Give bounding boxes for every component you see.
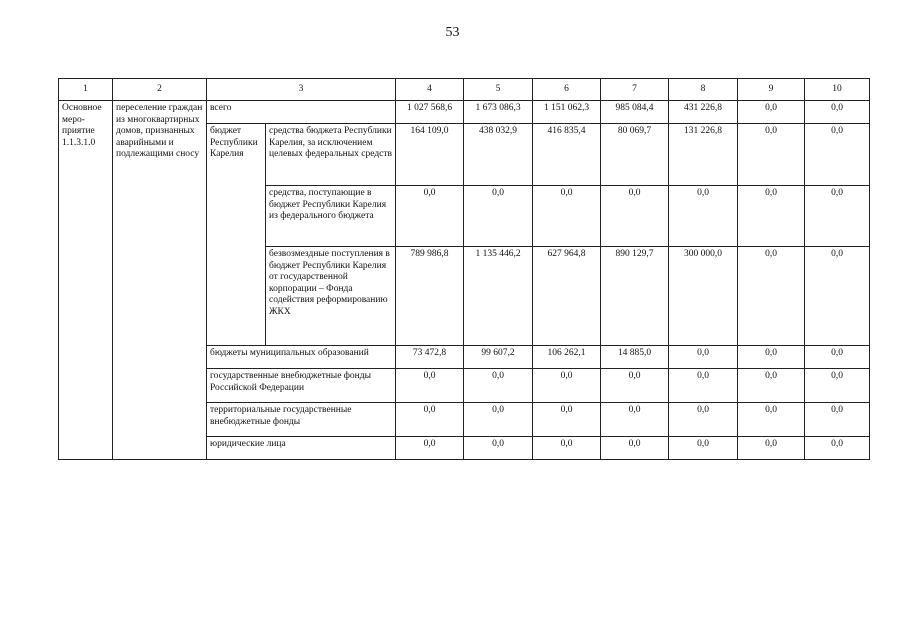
event-code: Основное меро-приятие 1.1.3.1.0 bbox=[59, 101, 113, 460]
value-cell: 0,0 bbox=[805, 124, 870, 186]
value-cell: 0,0 bbox=[669, 437, 738, 460]
value-cell: 0,0 bbox=[738, 186, 805, 247]
value-cell: 0,0 bbox=[738, 369, 805, 403]
value-cell: 0,0 bbox=[464, 403, 533, 437]
value-cell: 80 069,7 bbox=[601, 124, 669, 186]
header-cell: 9 bbox=[738, 79, 805, 101]
value-cell: 0,0 bbox=[805, 186, 870, 247]
row-label: территориальные государственные внебюджетные фонды bbox=[207, 403, 396, 437]
value-cell: 0,0 bbox=[738, 437, 805, 460]
value-cell: 0,0 bbox=[533, 369, 601, 403]
header-cell: 1 bbox=[59, 79, 113, 101]
header-cell: 10 bbox=[805, 79, 870, 101]
value-cell: 985 084,4 bbox=[601, 101, 669, 124]
value-cell: 0,0 bbox=[464, 186, 533, 247]
value-cell: 0,0 bbox=[601, 186, 669, 247]
header-cell: 2 bbox=[113, 79, 207, 101]
value-cell: 0,0 bbox=[738, 101, 805, 124]
value-cell: 0,0 bbox=[396, 403, 464, 437]
value-cell: 106 262,1 bbox=[533, 346, 601, 369]
value-cell: 431 226,8 bbox=[669, 101, 738, 124]
row-label: всего bbox=[207, 101, 396, 124]
row-label: юридические лица bbox=[207, 437, 396, 460]
value-cell: 0,0 bbox=[805, 369, 870, 403]
header-cell: 6 bbox=[533, 79, 601, 101]
table-row bbox=[59, 101, 870, 124]
row-label: средства, поступающие в бюджет Республики Карелия из федерального бюджета bbox=[266, 186, 396, 247]
page-number: 53 bbox=[445, 25, 460, 40]
value-cell: 0,0 bbox=[464, 437, 533, 460]
value-cell: 1 673 086,3 bbox=[464, 101, 533, 124]
header-cell: 3 bbox=[207, 79, 396, 101]
header-cell: 5 bbox=[464, 79, 533, 101]
value-cell: 131 226,8 bbox=[669, 124, 738, 186]
value-cell: 438 032,9 bbox=[464, 124, 533, 186]
value-cell: 0,0 bbox=[738, 247, 805, 346]
value-cell: 0,0 bbox=[396, 369, 464, 403]
value-cell: 0,0 bbox=[805, 346, 870, 369]
value-cell: 73 472,8 bbox=[396, 346, 464, 369]
header-row bbox=[59, 79, 870, 101]
value-cell: 0,0 bbox=[533, 437, 601, 460]
value-cell: 1 151 062,3 bbox=[533, 101, 601, 124]
value-cell: 0,0 bbox=[669, 369, 738, 403]
row-label: безвозмездные поступления в бюджет Республики Карелия от государственной корпорации – Фонда содействия реформированию ЖКХ bbox=[266, 247, 396, 346]
value-cell: 14 885,0 bbox=[601, 346, 669, 369]
value-cell: 0,0 bbox=[533, 403, 601, 437]
value-cell: 0,0 bbox=[805, 437, 870, 460]
value-cell: 0,0 bbox=[669, 186, 738, 247]
value-cell: 416 835,4 bbox=[533, 124, 601, 186]
value-cell: 0,0 bbox=[601, 437, 669, 460]
value-cell: 0,0 bbox=[669, 403, 738, 437]
value-cell: 0,0 bbox=[669, 346, 738, 369]
value-cell: 0,0 bbox=[533, 186, 601, 247]
value-cell: 0,0 bbox=[601, 403, 669, 437]
value-cell: 0,0 bbox=[738, 403, 805, 437]
value-cell: 300 000,0 bbox=[669, 247, 738, 346]
value-cell: 164 109,0 bbox=[396, 124, 464, 186]
value-cell: 0,0 bbox=[738, 346, 805, 369]
value-cell: 0,0 bbox=[805, 403, 870, 437]
value-cell: 0,0 bbox=[601, 369, 669, 403]
budget-rk-label: бюджет Республики Карелия bbox=[207, 124, 266, 346]
value-cell: 0,0 bbox=[396, 437, 464, 460]
value-cell: 789 986,8 bbox=[396, 247, 464, 346]
header-cell: 4 bbox=[396, 79, 464, 101]
value-cell: 0,0 bbox=[738, 124, 805, 186]
value-cell: 99 607,2 bbox=[464, 346, 533, 369]
row-label: бюджеты муниципальных образований bbox=[207, 346, 396, 369]
value-cell: 1 135 446,2 bbox=[464, 247, 533, 346]
header-cell: 8 bbox=[669, 79, 738, 101]
value-cell: 0,0 bbox=[464, 369, 533, 403]
value-cell: 0,0 bbox=[805, 101, 870, 124]
event-name: переселение граждан из многоквартирных домов, признанных аварийными и подлежащими сносу bbox=[113, 101, 207, 460]
header-cell: 7 bbox=[601, 79, 669, 101]
value-cell: 0,0 bbox=[805, 247, 870, 346]
value-cell: 627 964,8 bbox=[533, 247, 601, 346]
value-cell: 0,0 bbox=[396, 186, 464, 247]
row-label: государственные внебюджетные фонды Российской Федерации bbox=[207, 369, 396, 403]
value-cell: 1 027 568,6 bbox=[396, 101, 464, 124]
funding-table bbox=[58, 78, 870, 460]
row-label: средства бюджета Республики Карелия, за исключением целевых федеральных средств bbox=[266, 124, 396, 186]
value-cell: 890 129,7 bbox=[601, 247, 669, 346]
